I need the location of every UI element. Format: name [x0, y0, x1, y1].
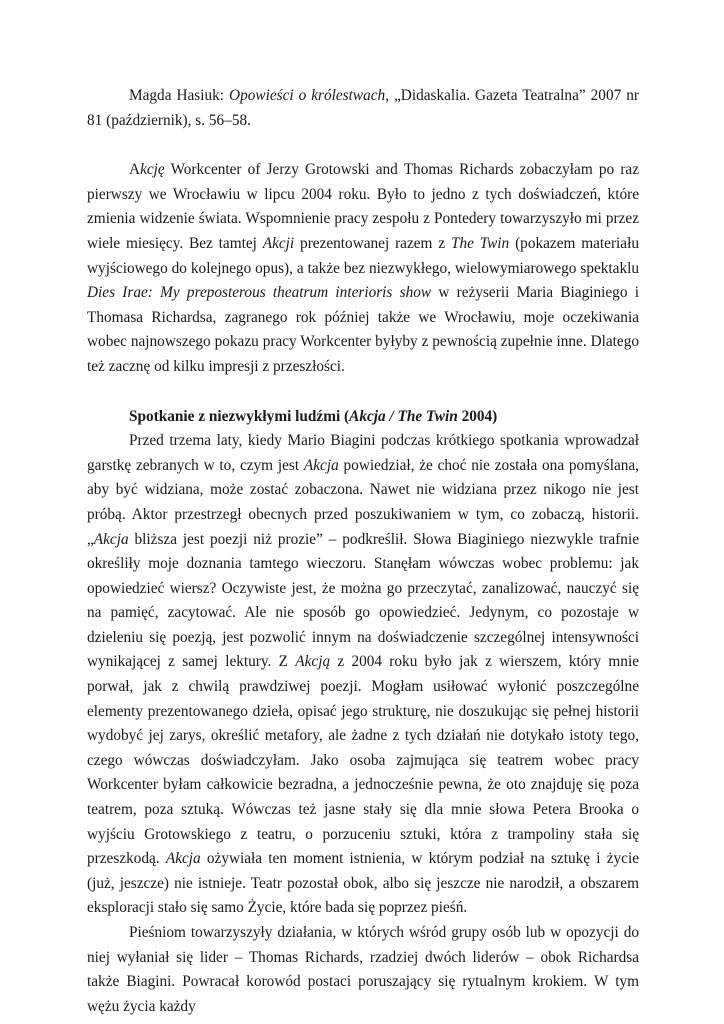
emphasis-akcje: kcję [140, 161, 165, 179]
text-run: (pokazem materiału wyjściowego do kolejnego opus), a także bez niezwykłego, wielowymiarowego spektaklu [87, 234, 639, 277]
emphasis-akcja: Akcja [165, 850, 201, 868]
text-run: Pieśniom towarzyszyły działania, w których wśród grupy osób lub w opozycji do niej wyłaniał się lider – Thomas Richards, rzadziej dwóch liderów – obok Richardsa także Biagini. Powracał korowód postaci poruszający się rytualnym krokiem. W tym wężu życia każdy [87, 924, 639, 1015]
text-run: prezentowanej razem z [294, 234, 451, 252]
heading-text: 2004) [457, 407, 498, 425]
citation-source: , „Didaskalia. Gazeta Teatralna” 2007 nr 81 (październik), s. 56–58. [87, 87, 639, 129]
text-run: A [129, 161, 141, 179]
emphasis-akcji: Akcji [262, 234, 295, 252]
emphasis-the-twin: The Twin [450, 234, 510, 252]
citation-title: Opowieści o królestwach [229, 87, 386, 104]
citation-author: Magda Hasiuk: [129, 87, 230, 104]
spacer [87, 133, 639, 158]
text-run: Workcenter of Jerzy Grotowski and Thomas Richards zobaczyłam po raz pierwszy we Wrocławiu w lipcu 2004 roku. Było to jedno z tych doświadczeń, które zmienia widzenie świata. Wspomnienie pracy zespołu z Pontedery towarzyszyło mi przez wiele miesięcy. Bez tamtej [87, 161, 639, 252]
citation [87, 84, 639, 133]
document-page [87, 84, 639, 1019]
heading-text: Spotkanie z niezwykłymi ludźmi ( [129, 407, 350, 425]
emphasis-dies-irae: Dies Irae: My preposterous theatrum interioris show [87, 284, 432, 302]
text-run: ożywiała ten moment istnienia, w którym podział na sztukę i życie (już, jeszcze) nie istnieje. Teatr pozostał obok, albo się jeszcze nie narodził, a obszarem eksploracji stało się samo Życie, które bada się poprzez pieśń. [87, 850, 639, 917]
text-run: Przed trzema laty, kiedy Mario Biagini podczas krótkiego spotkania wprowadzał garstkę zebranych w to, czym jest [87, 432, 639, 474]
intro-paragraph [87, 158, 639, 379]
body-paragraph-2 [87, 921, 639, 1019]
spacer [87, 380, 639, 405]
text-run: powiedział, że choć nie została ona pomyślana, aby być widziana, może zostać zobaczona. Nawet nie widziana przez nikogo nie jest próbą. Aktor przestrzegł obecnych przed poszukiwaniem w tym, co zobaczą, historii. „ [87, 456, 639, 548]
body-paragraph-1 [87, 429, 639, 921]
text-run: bliższa jest poezji niż prozie” – podkreślił. Słowa Biaginiego niezwykle trafnie określiły moje doznania tamtego wieczoru. Stanęłam wówczas wobec problemu: jak opowiedzieć wiersz? Oczywiste jest, że można go przeczytać, zanalizować, nauczyć się na pamięć, zacytować. Ale nie sposób go opowiedzieć. Jedynym, co pozostaje w dzieleniu się poezją, jest pozwolić innym na doświadczenie szczególnej intensywności wynikającej z samej lektury. Z [87, 530, 639, 671]
text-run: z 2004 roku było jak z wierszem, który mnie porwał, jak z chwilą prawdziwej poezji. Mogłam usiłować wyłonić poszczególne elementy prezentowanego dzieła, opisać jego strukturę, nie doszukując się pełnej historii wydobyć jej zarys, określić metafory, ale żadne z tych działań nie dotykało istoty tego, czego wówczas doświadczyłam. Jako osoba zajmująca się teatrem wobec pracy Workcenter byłam całkowicie bezradna, a jednocześnie pewna, że oto znajduję się poza teatrem, poza sztuką. Wówczas też jasne stały się dla mnie słowa Petera Brooka o wyjściu Grotowskiego z teatru, o porzuceniu sztuki, która z trampoliny stała się przeszkodą. [87, 653, 639, 868]
section-heading [87, 405, 639, 430]
text-run: w reżyserii Maria Biaginiego i Thomasa Richardsa, zagranego rok później także we Wrocławiu, moje oczekiwania wobec najnowszego pokazu pracy Workcenter byłyby z pewnością zupełnie inne. Dlatego też zacznę od kilku impresji z przeszłości. [87, 284, 639, 375]
emphasis-akcja: Akcja [303, 456, 339, 474]
emphasis-akcja: Akcją [295, 653, 331, 671]
heading-italic: Akcja / The Twin [349, 407, 458, 425]
emphasis-akcja: Akcja [93, 530, 129, 548]
